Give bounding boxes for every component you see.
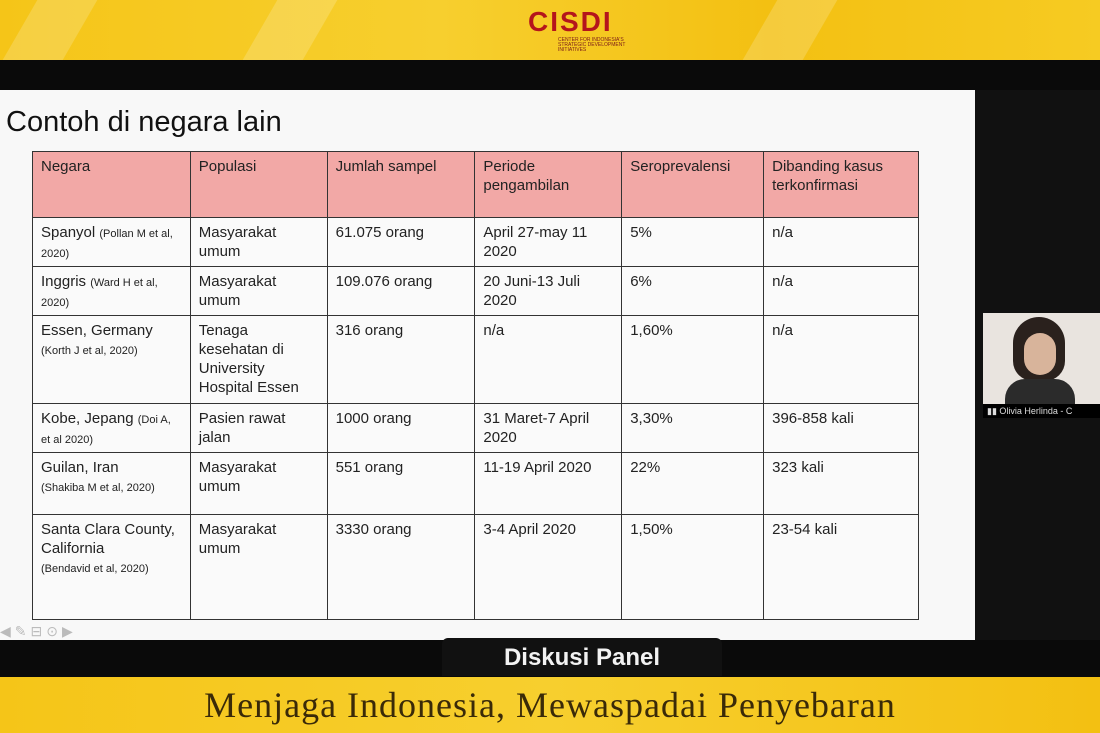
banner-stripe [731,0,849,60]
bottom-banner [0,677,1100,733]
cell-negara [33,316,191,404]
logo-subtitle: CENTER FOR INDONESIA'S STRATEGIC DEVELOPMENT INITIATIVES [558,37,626,53]
header-negara: Negara [33,152,191,218]
participant-face [1024,333,1056,375]
cell-periode: 20 Juni-13 Juli 2020 [475,267,622,316]
cisdi-logo [524,6,636,54]
table-row [33,515,919,620]
header-jumlah-sampel: Jumlah sampel [327,152,475,218]
slide-title: Contoh di negara lain [6,106,282,138]
cell-sero: 5% [622,218,764,267]
table-header-row [33,152,919,218]
cell-periode: April 27-may 11 2020 [475,218,622,267]
cell-populasi: Masyarakat umum [190,515,327,620]
cell-banding: n/a [764,267,919,316]
participant-name: Olivia Herlinda - C [999,406,1073,416]
cell-sampel: 1000 orang [327,404,475,453]
table-row [33,453,919,515]
citation: (Pollan M et al, 2020) [41,228,173,260]
next-arrow-icon[interactable]: ▶ [61,623,73,639]
cell-negara [33,404,191,453]
cell-banding: 23-54 kali [764,515,919,620]
cell-populasi: Tenaga kesehatan di University Hospital Essen [190,316,327,404]
country-name: Santa Clara County, California [41,521,175,557]
cell-populasi: Masyarakat umum [190,453,327,515]
cell-negara [33,267,191,316]
cell-sero: 1,50% [622,515,764,620]
citation: (Doi A, et al 2020) [41,414,171,446]
cell-sero: 6% [622,267,764,316]
citation: (Bendavid et al, 2020) [41,563,149,575]
cell-sampel: 551 orang [327,453,475,515]
country-name: Guilan, Iran [41,459,119,476]
citation: (Shakiba M et al, 2020) [41,482,155,494]
table-row [33,404,919,453]
cell-sampel: 61.075 orang [327,218,475,267]
banner-stripe [0,0,109,60]
banner-stripe [231,0,349,60]
cell-sampel: 3330 orang [327,515,475,620]
country-name: Kobe, Jepang [41,410,134,427]
participant-name-tag [983,404,1100,418]
diskusi-panel-label: Diskusi Panel [442,638,722,676]
cell-negara [33,453,191,515]
cell-sero: 22% [622,453,764,515]
cell-banding: n/a [764,316,919,404]
cell-periode: 31 Maret-7 April 2020 [475,404,622,453]
cell-periode: 3-4 April 2020 [475,515,622,620]
cell-sero: 1,60% [622,316,764,404]
header-dibanding: Dibanding kasus terkonfirmasi [764,152,919,218]
pen-icon[interactable]: ✎ [14,623,27,639]
cell-banding: n/a [764,218,919,267]
table-row [33,218,919,267]
seroprevalence-table [32,151,919,620]
country-name: Inggris [41,273,87,290]
table-row [33,316,919,404]
citation: (Ward H et al, 2020) [41,277,158,309]
country-name: Spanyol [41,224,96,241]
citation: (Korth J et al, 2020) [41,345,138,357]
event-tagline: Menjaga Indonesia, Mewaspadai Penyebaran [204,685,896,725]
cell-periode: 11-19 April 2020 [475,453,622,515]
header-populasi: Populasi [190,152,327,218]
header-periode: Periode pengambilan [475,152,622,218]
table-row [33,267,919,316]
slide-nav-controls [0,622,73,640]
presentation-slide [0,90,975,640]
participant-video[interactable] [983,313,1100,404]
logo-text: CISDI [528,6,613,37]
slides-icon[interactable]: ⊟ [30,623,43,639]
cell-populasi: Pasien rawat jalan [190,404,327,453]
cell-negara [33,515,191,620]
cell-populasi: Masyarakat umum [190,218,327,267]
cell-banding: 396-858 kali [764,404,919,453]
signal-icon: ▮▮ [987,406,1000,416]
cell-negara [33,218,191,267]
cell-populasi: Masyarakat umum [190,267,327,316]
participant-body [1005,379,1075,404]
cell-periode: n/a [475,316,622,404]
cell-sero: 3,30% [622,404,764,453]
cell-sampel: 109.076 orang [327,267,475,316]
country-name: Essen, Germany [41,322,153,339]
cell-sampel: 316 orang [327,316,475,404]
header-seroprevalensi: Seroprevalensi [622,152,764,218]
prev-arrow-icon[interactable]: ◀ [0,623,11,639]
top-banner [0,0,1100,60]
black-band-top [0,60,1100,90]
cell-banding: 323 kali [764,453,919,515]
more-icon[interactable]: ⊙ [46,623,58,639]
